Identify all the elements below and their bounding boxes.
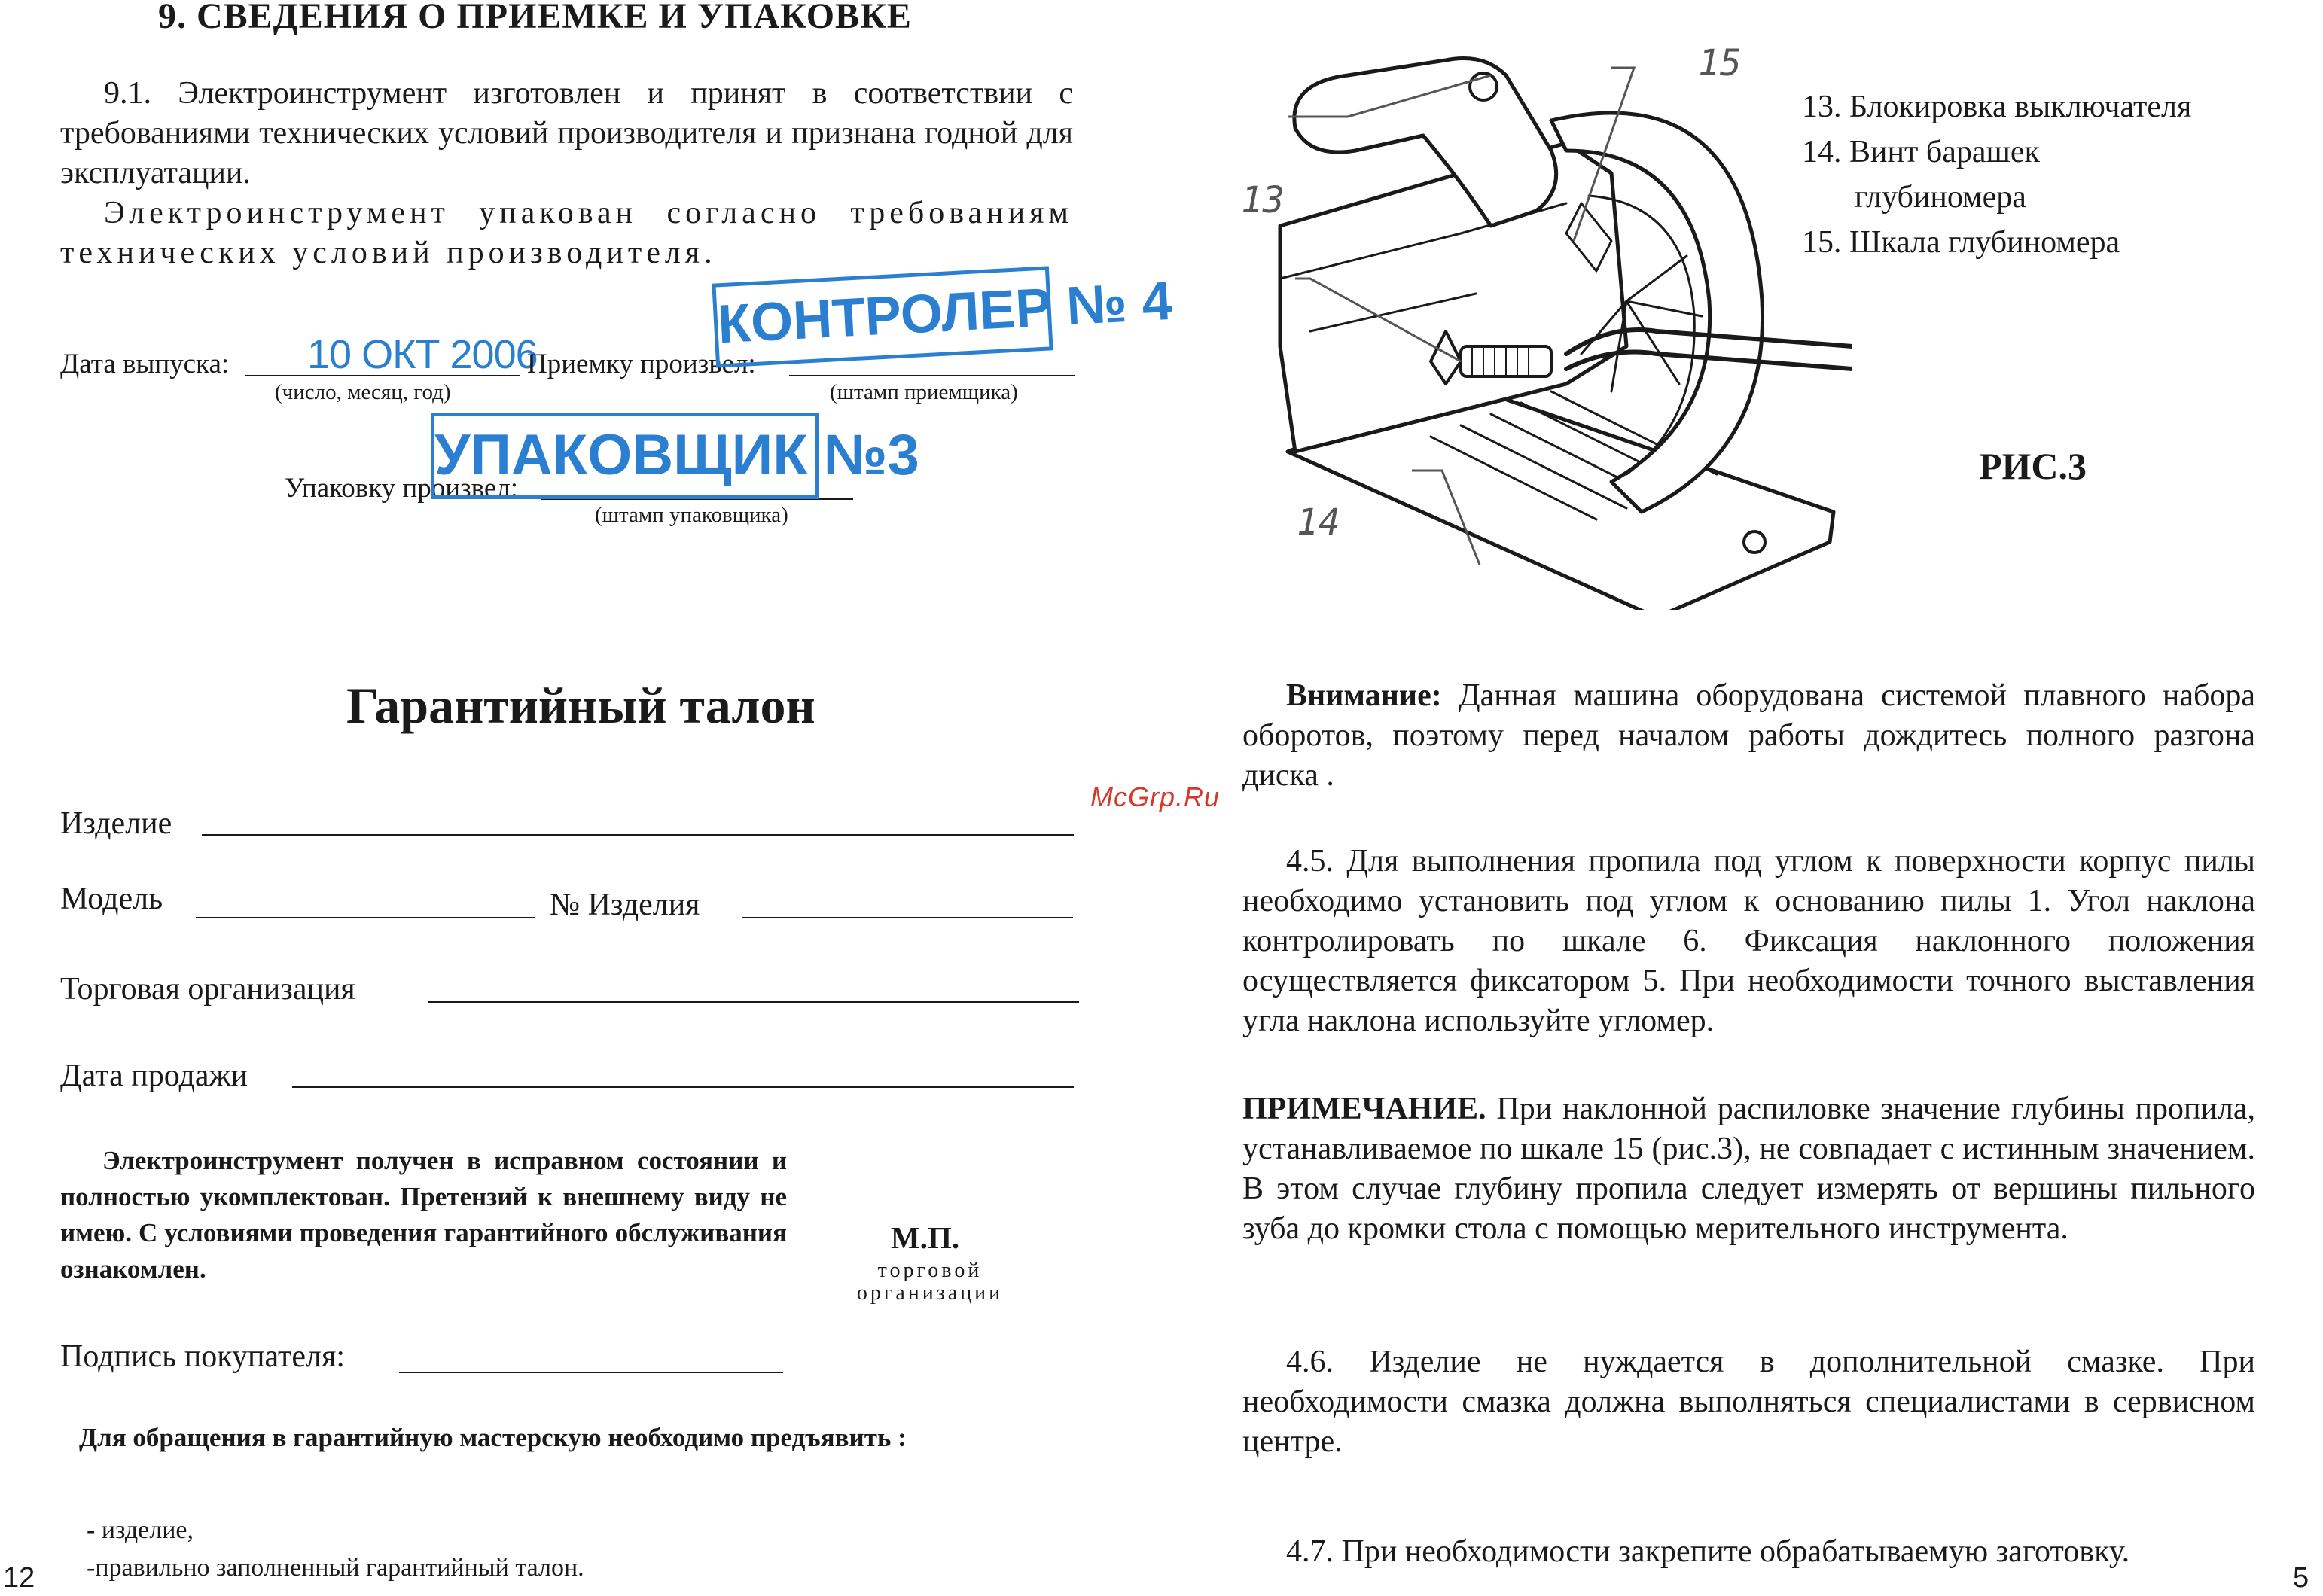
mp-label: М.П. bbox=[891, 1220, 960, 1255]
figure-label-14: 14 bbox=[1297, 501, 1340, 544]
field-trade-org-line[interactable] bbox=[428, 1001, 1079, 1003]
legend-item-14-cont: глубиномера bbox=[1855, 180, 2026, 215]
required-items-list bbox=[87, 1512, 584, 1587]
service-note: Для обращения в гарантийную мастерскую необходимо предъявить : bbox=[79, 1423, 907, 1452]
signature-label: Подпись покупателя: bbox=[60, 1339, 345, 1374]
pack-caption: (штамп упаковщика) bbox=[595, 503, 788, 527]
page-number-left: 12 bbox=[3, 1562, 35, 1594]
signature-line[interactable] bbox=[399, 1372, 783, 1373]
release-date-value: 10 ОКТ 2006 bbox=[307, 332, 538, 377]
figure-label-13: 13 bbox=[1241, 179, 1285, 221]
p47-text: 4.7. При необходимости закрепите обрабатываемую заготовку. bbox=[1286, 1534, 2130, 1569]
accept-label: Приемку произвел: bbox=[527, 349, 756, 379]
figure-legend bbox=[1802, 84, 2191, 265]
paragraph-4-7 bbox=[1242, 1532, 2255, 1572]
field-product-no-label: № Изделия bbox=[550, 888, 700, 922]
page-number-right: 5 bbox=[2293, 1562, 2309, 1594]
p46-text: 4.6. Изделие не нуждается в дополнительной смазке. При необходимости смазка должна выполняться специалистами в сервисном центре. bbox=[1242, 1345, 2255, 1459]
stamp-controller: КОНТРОЛЕР № 4 bbox=[712, 266, 1053, 367]
warranty-title: Гарантийный талон bbox=[346, 677, 815, 734]
saw-housing bbox=[1280, 143, 1626, 452]
watermark: McGrp.Ru bbox=[1090, 781, 1221, 812]
mp-sub-1: торговой bbox=[877, 1259, 983, 1282]
list-item: - изделие, bbox=[87, 1516, 194, 1544]
p1-text: 9.1. Электроинструмент изготовлен и принят в соответствии с требованиями технических условий производителя и признана годной для эксплуатации. bbox=[60, 76, 1073, 190]
field-product-label: Изделие bbox=[60, 806, 172, 841]
legend-item-15: 15. Шкала глубиномера bbox=[1802, 225, 2120, 260]
field-sale-date-line[interactable] bbox=[292, 1086, 1074, 1088]
field-sale-date-label: Дата продажи bbox=[60, 1058, 248, 1093]
accept-caption: (штамп приемщика) bbox=[830, 380, 1018, 404]
figure-caption: РИС.3 bbox=[1979, 445, 2087, 487]
note-paragraph bbox=[1242, 1089, 2255, 1249]
customer-statement bbox=[60, 1143, 787, 1287]
pack-label: Упаковку произвел: bbox=[285, 473, 519, 504]
note-text: При наклонной распиловке значение глубины пропила, устанавливаемое по шкале 15 (рис.3), не совпадает с истинным значением. В этом случае глубину пропила следует измерять от вершины пильного зуба до кромки стола с помощью мерительного инструмента. bbox=[1242, 1092, 2255, 1246]
section-title: 9. СВЕДЕНИЯ О ПРИЕМКЕ И УПАКОВКЕ bbox=[158, 0, 912, 36]
paragraph-9-1 bbox=[60, 74, 1073, 193]
figure-label-15: 15 bbox=[1698, 42, 1742, 84]
statement-text: Электроинструмент получен в исправном состоянии и полностью укомплектован. Претензий к внешнему виду не имею. С условиями проведения гарантийного обслуживания ознакомлен. bbox=[60, 1146, 787, 1284]
note-label: ПРИМЕЧАНИЕ. bbox=[1242, 1092, 1486, 1126]
attention-paragraph bbox=[1242, 676, 2255, 796]
paragraph-4-5 bbox=[1242, 842, 2255, 1041]
paragraph-4-6 bbox=[1242, 1342, 2255, 1462]
accept-line bbox=[789, 375, 1075, 376]
attention-text: Данная машина оборудована системой плавного набора оборотов, поэтому перед началом работы дождитесь полного разгона диска . bbox=[1242, 678, 2256, 793]
release-date-caption: (число, месяц, год) bbox=[275, 380, 451, 404]
leader-line-14b bbox=[1412, 471, 1480, 565]
field-product-no-line[interactable] bbox=[742, 917, 1073, 918]
list-item: -правильно заполненный гарантийный талон. bbox=[87, 1554, 584, 1582]
p45-text: 4.5. Для выполнения пропила под углом к поверхности корпус пилы необходимо установить под углом к основанию пилы 1. Угол наклона контролировать по шкале 6. Фиксация наклонного положения осуществляется фиксатором 5. При необходимости точного выставления угла наклона используйте угломер. bbox=[1242, 844, 2255, 1038]
p2-text: Электроинструмент упакован согласно требованиям технических условий производителя. bbox=[60, 196, 1073, 270]
attention-label: Внимание: bbox=[1286, 678, 1442, 713]
release-date-label: Дата выпуска: bbox=[60, 349, 230, 379]
field-model-line[interactable] bbox=[196, 917, 535, 918]
mp-sub-2: организации bbox=[856, 1281, 1004, 1305]
field-product-line[interactable] bbox=[202, 834, 1074, 836]
field-trade-org-label: Торговая организация bbox=[60, 972, 355, 1007]
legend-item-13: 13. Блокировка выключателя bbox=[1802, 90, 2192, 124]
field-model-label: Модель bbox=[60, 882, 163, 916]
legend-item-14: 14. Винт барашек bbox=[1802, 135, 2040, 169]
stamp-packer: УПАКОВЩИК №3 bbox=[431, 413, 819, 499]
mp-subcaption bbox=[851, 1259, 1009, 1305]
paragraph-packed bbox=[60, 193, 1073, 273]
